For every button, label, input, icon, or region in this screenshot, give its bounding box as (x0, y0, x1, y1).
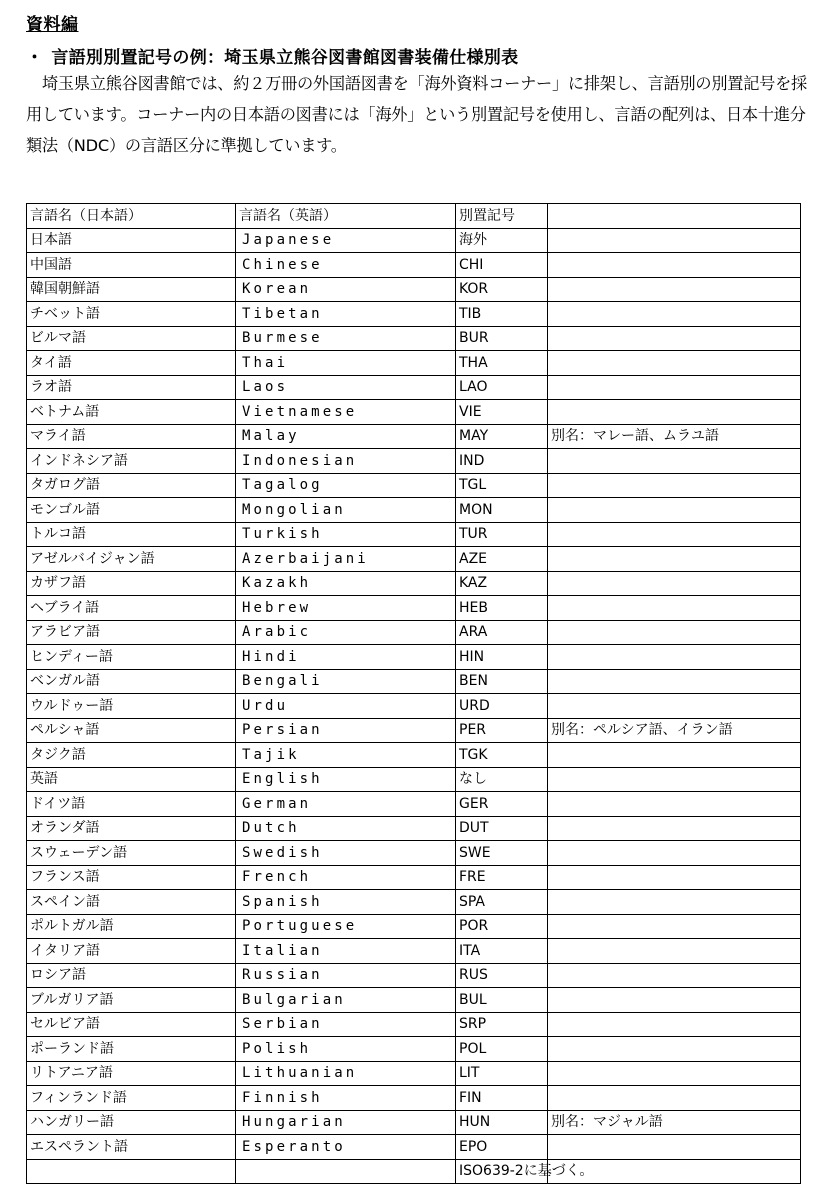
table-row (27, 253, 801, 278)
language-name-ja: リトアニア語 (27, 1061, 236, 1086)
language-name-ja: マライ語 (27, 424, 236, 449)
shelf-code: MON (456, 498, 548, 523)
language-name-ja: ラオ語 (27, 375, 236, 400)
language-note (548, 596, 801, 621)
heading-bullet: ・ (26, 48, 44, 68)
shelf-code: HIN (456, 645, 548, 670)
table-row (27, 645, 801, 670)
shelf-code: HEB (456, 596, 548, 621)
shelf-code: POL (456, 1037, 548, 1062)
table-row (27, 1061, 801, 1086)
language-note (548, 939, 801, 964)
table-row (27, 1037, 801, 1062)
language-name-ja: イタリア語 (27, 939, 236, 964)
language-note (548, 1086, 801, 1111)
language-note (548, 865, 801, 890)
table-row (27, 498, 801, 523)
language-name-en: Kazakh (236, 571, 456, 596)
language-note (548, 547, 801, 572)
header-shelf-code: 別置記号 (456, 204, 548, 229)
language-name-en: Azerbaijani (236, 547, 456, 572)
language-note (548, 743, 801, 768)
language-name-en: Laos (236, 375, 456, 400)
language-name-en: English (236, 767, 456, 792)
shelf-code: SRP (456, 1012, 548, 1037)
language-note (548, 841, 801, 866)
heading-text: 言語別別置記号の例：埼玉県立熊谷図書館図書装備仕様別表 (51, 48, 519, 68)
language-note (548, 669, 801, 694)
shelf-code: TGL (456, 473, 548, 498)
language-note: 別名：マジャル語 (548, 1110, 801, 1135)
table-row (27, 718, 801, 743)
table-footer-row (27, 1159, 801, 1184)
shelf-code: DUT (456, 816, 548, 841)
language-note (548, 890, 801, 915)
language-name-ja: ロシア語 (27, 963, 236, 988)
language-name-en: Finnish (236, 1086, 456, 1111)
language-name-ja: スペイン語 (27, 890, 236, 915)
table-row (27, 890, 801, 915)
shelf-code: SPA (456, 890, 548, 915)
language-name-en: Tibetan (236, 302, 456, 327)
language-name-ja: タイ語 (27, 351, 236, 376)
language-note (548, 571, 801, 596)
language-name-en: Lithuanian (236, 1061, 456, 1086)
shelf-code: ITA (456, 939, 548, 964)
document-heading (26, 43, 518, 68)
language-name-ja: フィンランド語 (27, 1086, 236, 1111)
shelf-code: MAY (456, 424, 548, 449)
table-row (27, 620, 801, 645)
language-name-en: Hindi (236, 645, 456, 670)
table-row (27, 743, 801, 768)
language-name-en: Chinese (236, 253, 456, 278)
language-name-ja: アゼルバイジャン語 (27, 547, 236, 572)
language-name-ja: フランス語 (27, 865, 236, 890)
language-name-en: Russian (236, 963, 456, 988)
table-row (27, 326, 801, 351)
language-name-en: Burmese (236, 326, 456, 351)
intro-paragraph: 埼玉県立熊谷図書館では、約２万冊の外国語図書を「海外資料コーナー」に排架し、言語別の別置記号を採用しています。コーナー内の日本語の図書には「海外」という別置記号を使用し、言語の配列は、日本十進分類法（NDC）の言語区分に準拠しています。 (26, 74, 807, 155)
shelf-code: VIE (456, 400, 548, 425)
language-name-ja: オランダ語 (27, 816, 236, 841)
language-name-ja: 日本語 (27, 228, 236, 253)
language-note (548, 522, 801, 547)
language-note (548, 400, 801, 425)
language-name-ja: ヒンディー語 (27, 645, 236, 670)
language-name-ja: タジク語 (27, 743, 236, 768)
shelf-code: ARA (456, 620, 548, 645)
table-row (27, 841, 801, 866)
language-name-ja: ベトナム語 (27, 400, 236, 425)
shelf-code: 海外 (456, 228, 548, 253)
shelf-code: AZE (456, 547, 548, 572)
language-note (548, 816, 801, 841)
header-english-name: 言語名（英語） (236, 204, 456, 229)
table-row (27, 1012, 801, 1037)
language-name-en: Serbian (236, 1012, 456, 1037)
table-row (27, 400, 801, 425)
shelf-code: FRE (456, 865, 548, 890)
language-note (548, 694, 801, 719)
language-note (548, 326, 801, 351)
language-note (548, 963, 801, 988)
language-name-en: Arabic (236, 620, 456, 645)
language-name-ja: アラビア語 (27, 620, 236, 645)
header-japanese-name: 言語名（日本語） (27, 204, 236, 229)
shelf-code: KAZ (456, 571, 548, 596)
header-note (548, 204, 801, 229)
table-row (27, 302, 801, 327)
language-name-ja: 韓国朝鮮語 (27, 277, 236, 302)
language-name-ja: セルビア語 (27, 1012, 236, 1037)
language-name-en: Tajik (236, 743, 456, 768)
table-row (27, 694, 801, 719)
table-row (27, 1110, 801, 1135)
table-row (27, 547, 801, 572)
language-name-ja: ペルシャ語 (27, 718, 236, 743)
language-name-en: Portuguese (236, 914, 456, 939)
language-name-en: Japanese (236, 228, 456, 253)
shelf-code: IND (456, 449, 548, 474)
table-row (27, 914, 801, 939)
table-row (27, 865, 801, 890)
footer-empty-cell (236, 1159, 456, 1184)
shelf-code: URD (456, 694, 548, 719)
shelf-code: BEN (456, 669, 548, 694)
language-note: 別名：マレー語、ムラユ語 (548, 424, 801, 449)
language-note (548, 498, 801, 523)
table-row (27, 522, 801, 547)
table-row (27, 596, 801, 621)
shelf-code: GER (456, 792, 548, 817)
language-name-en: Vietnamese (236, 400, 456, 425)
shelf-code: TUR (456, 522, 548, 547)
shelf-code: CHI (456, 253, 548, 278)
language-name-ja: エスペラント語 (27, 1135, 236, 1160)
language-name-ja: ハンガリー語 (27, 1110, 236, 1135)
language-name-ja: モンゴル語 (27, 498, 236, 523)
language-name-ja: タガログ語 (27, 473, 236, 498)
language-note: 別名：ペルシア語、イラン語 (548, 718, 801, 743)
language-name-en: German (236, 792, 456, 817)
language-name-ja: カザフ語 (27, 571, 236, 596)
language-name-en: Bulgarian (236, 988, 456, 1013)
table-row (27, 669, 801, 694)
language-name-en: Korean (236, 277, 456, 302)
table-row (27, 1135, 801, 1160)
language-note (548, 1012, 801, 1037)
language-name-ja: ビルマ語 (27, 326, 236, 351)
language-name-en: Spanish (236, 890, 456, 915)
table-row (27, 375, 801, 400)
shelf-code: LIT (456, 1061, 548, 1086)
table-row (27, 963, 801, 988)
table-row (27, 424, 801, 449)
language-note (548, 1135, 801, 1160)
table-row (27, 816, 801, 841)
language-note (548, 228, 801, 253)
shelf-code: BUR (456, 326, 548, 351)
shelf-code: LAO (456, 375, 548, 400)
language-name-en: Indonesian (236, 449, 456, 474)
language-name-ja: ブルガリア語 (27, 988, 236, 1013)
table-row (27, 792, 801, 817)
shelf-code: なし (456, 767, 548, 792)
language-note (548, 645, 801, 670)
language-name-ja: ウルドゥー語 (27, 694, 236, 719)
language-name-en: Persian (236, 718, 456, 743)
table-row (27, 228, 801, 253)
shelf-code: TIB (456, 302, 548, 327)
shelf-code: SWE (456, 841, 548, 866)
language-note (548, 767, 801, 792)
language-name-en: Malay (236, 424, 456, 449)
language-name-en: Bengali (236, 669, 456, 694)
table-row (27, 1086, 801, 1111)
language-name-en: Tagalog (236, 473, 456, 498)
language-name-ja: ベンガル語 (27, 669, 236, 694)
shelf-code: POR (456, 914, 548, 939)
language-name-ja: 英語 (27, 767, 236, 792)
language-note (548, 620, 801, 645)
table-header-row (27, 204, 801, 229)
language-name-en: Thai (236, 351, 456, 376)
language-name-en: Italian (236, 939, 456, 964)
table-row (27, 767, 801, 792)
language-name-en: Turkish (236, 522, 456, 547)
language-name-ja: スウェーデン語 (27, 841, 236, 866)
table-row (27, 939, 801, 964)
language-name-ja: チベット語 (27, 302, 236, 327)
language-note (548, 1061, 801, 1086)
language-note (548, 277, 801, 302)
shelf-code: THA (456, 351, 548, 376)
footer-note: ISO639-2に基づく。 (456, 1159, 548, 1184)
language-name-en: Urdu (236, 694, 456, 719)
shelf-code: FIN (456, 1086, 548, 1111)
language-note (548, 302, 801, 327)
table-row (27, 571, 801, 596)
shelf-code: BUL (456, 988, 548, 1013)
language-name-ja: トルコ語 (27, 522, 236, 547)
table-body (27, 228, 801, 1159)
language-name-en: Hungarian (236, 1110, 456, 1135)
shelf-code: HUN (456, 1110, 548, 1135)
language-name-ja: ヘブライ語 (27, 596, 236, 621)
language-name-en: Hebrew (236, 596, 456, 621)
language-note (548, 914, 801, 939)
language-name-en: Dutch (236, 816, 456, 841)
language-name-en: Mongolian (236, 498, 456, 523)
shelf-code: TGK (456, 743, 548, 768)
section-label: 資料編 (26, 15, 79, 35)
language-note (548, 473, 801, 498)
language-name-ja: ドイツ語 (27, 792, 236, 817)
language-note (548, 375, 801, 400)
table-row (27, 473, 801, 498)
language-note (548, 988, 801, 1013)
language-note (548, 351, 801, 376)
language-name-ja: インドネシア語 (27, 449, 236, 474)
shelf-code: RUS (456, 963, 548, 988)
table-row (27, 449, 801, 474)
language-name-en: Esperanto (236, 1135, 456, 1160)
language-note (548, 253, 801, 278)
language-note (548, 792, 801, 817)
language-note (548, 449, 801, 474)
shelf-code: KOR (456, 277, 548, 302)
shelf-code: PER (456, 718, 548, 743)
table-row (27, 988, 801, 1013)
language-code-table (26, 203, 801, 1184)
language-name-ja: 中国語 (27, 253, 236, 278)
language-name-en: Swedish (236, 841, 456, 866)
language-name-ja: ポーランド語 (27, 1037, 236, 1062)
language-name-en: Polish (236, 1037, 456, 1062)
language-name-ja: ポルトガル語 (27, 914, 236, 939)
shelf-code: EPO (456, 1135, 548, 1160)
language-name-en: French (236, 865, 456, 890)
language-note (548, 1037, 801, 1062)
table-row (27, 351, 801, 376)
table-row (27, 277, 801, 302)
footer-empty-cell (27, 1159, 236, 1184)
